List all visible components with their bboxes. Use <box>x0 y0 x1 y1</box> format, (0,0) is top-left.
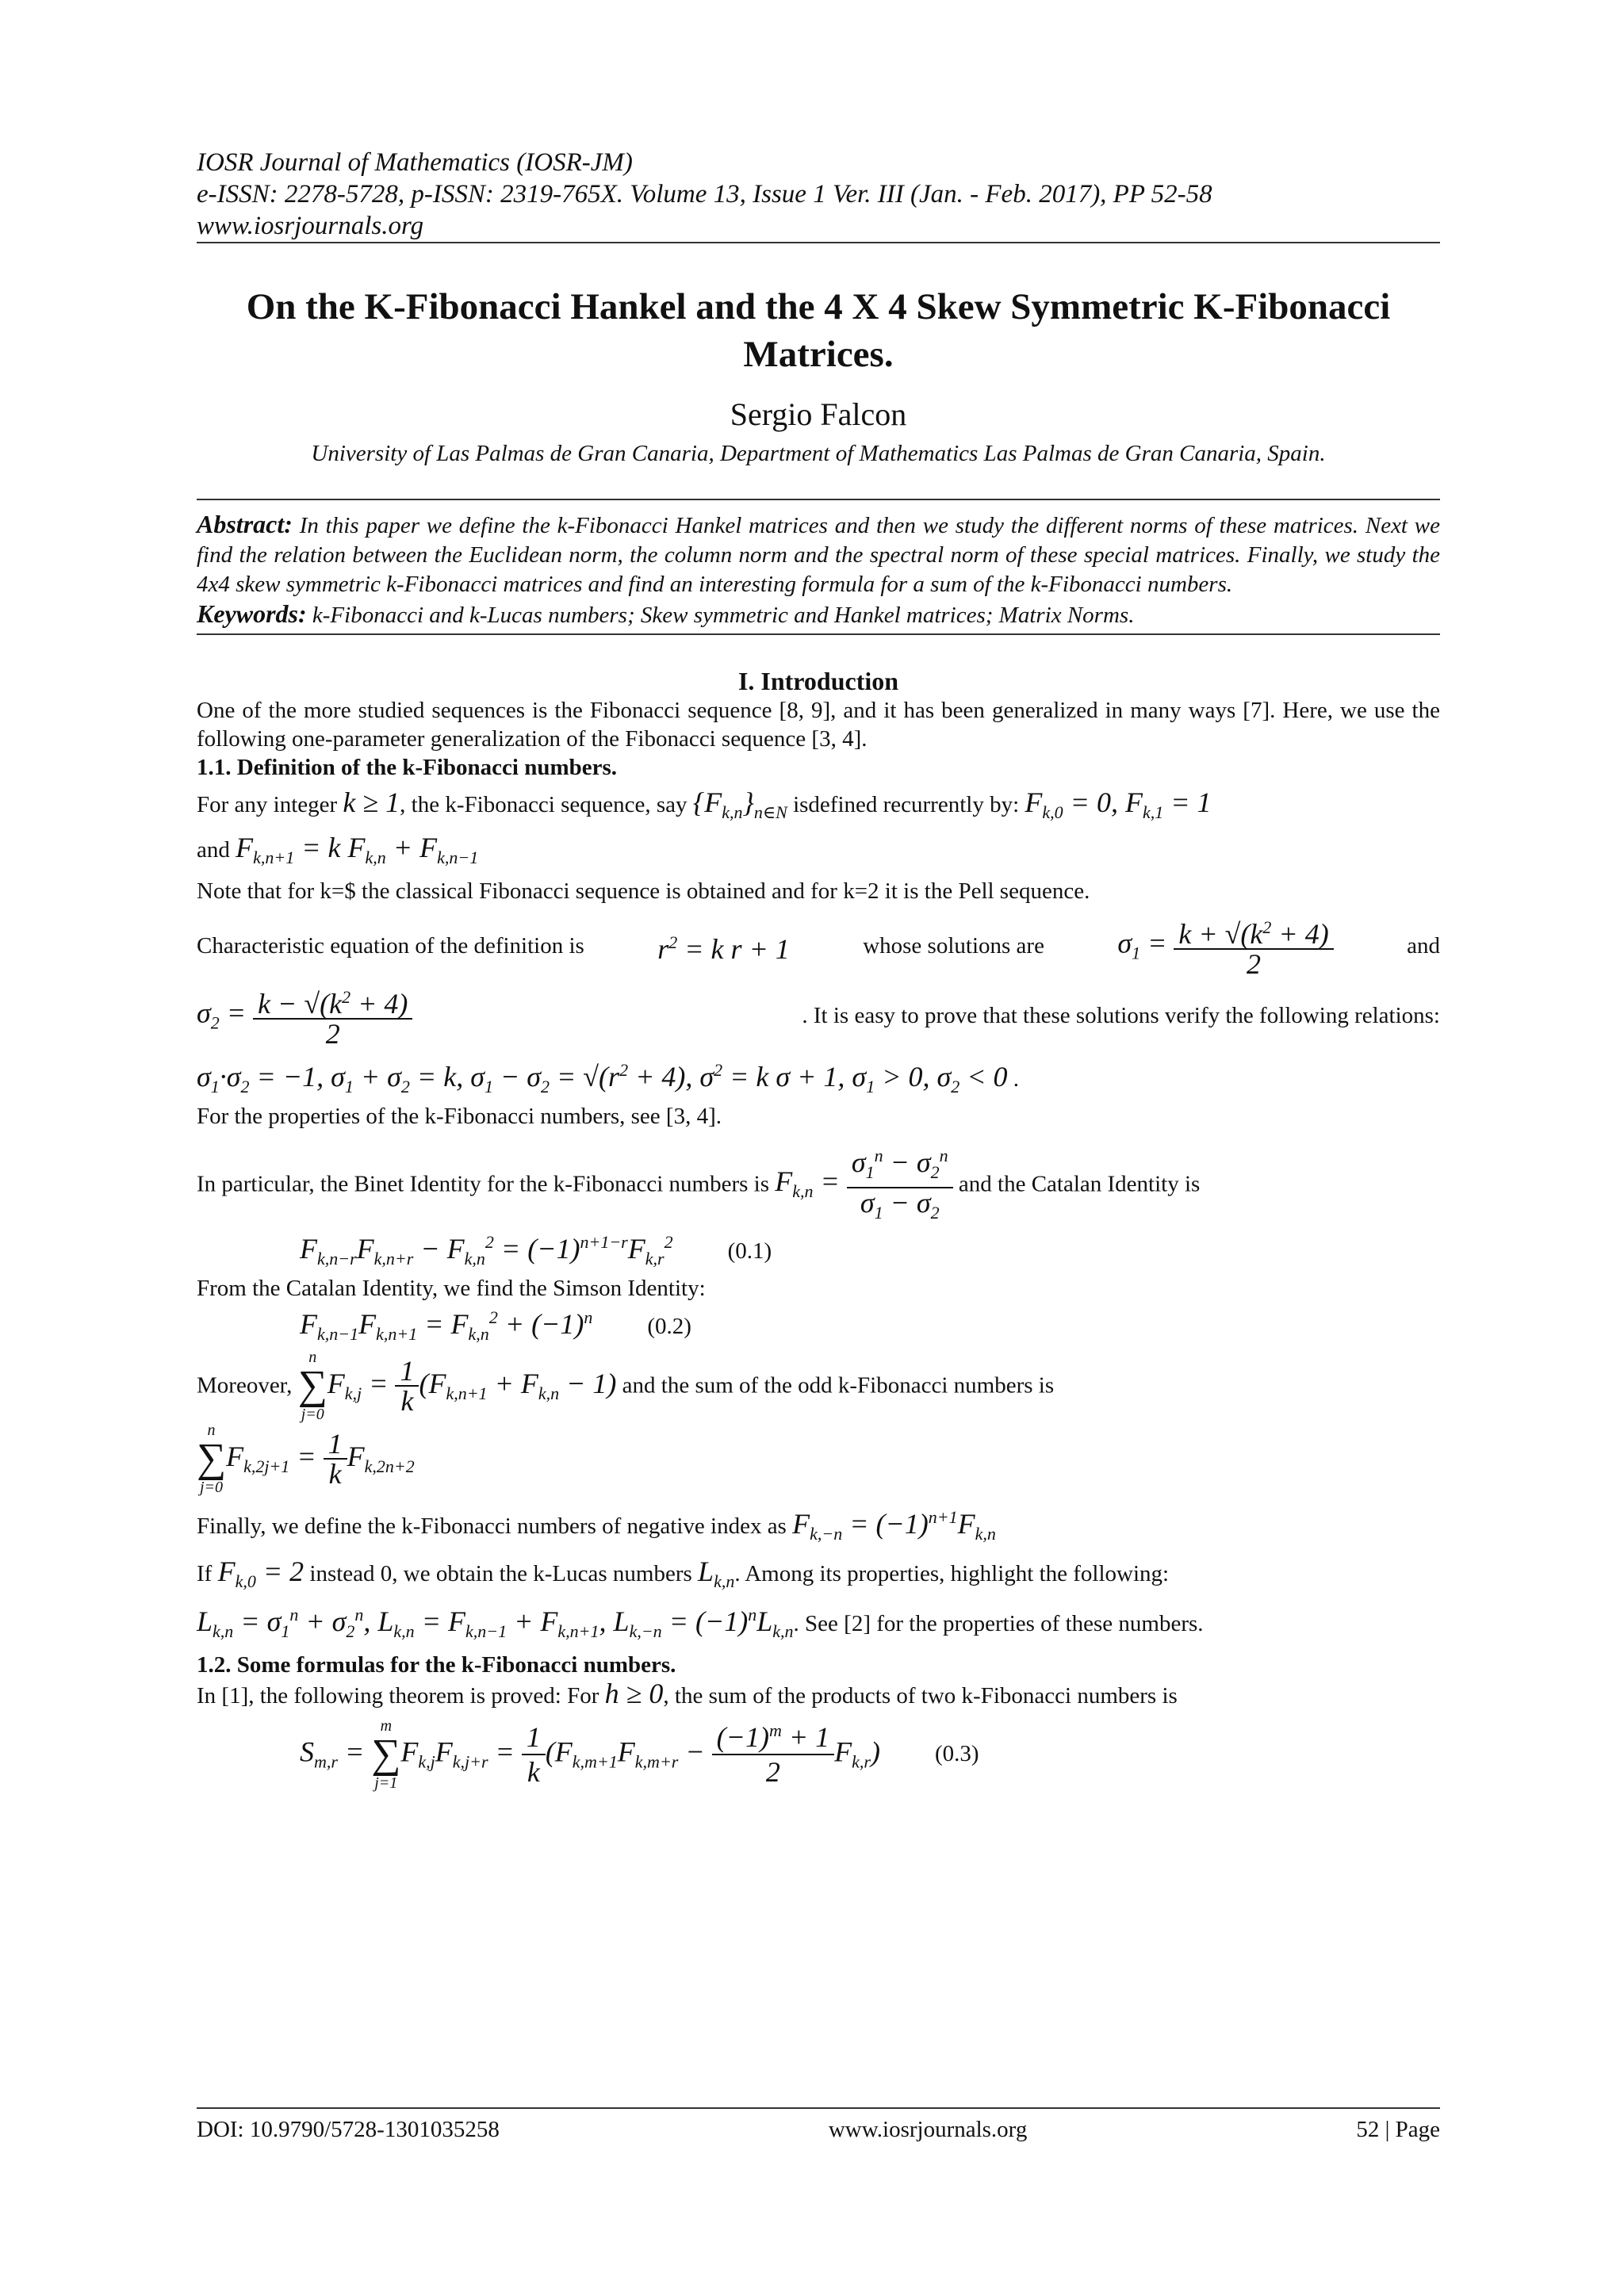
formula-sum-odd: n ∑ j=0 $F_{k,2j+1}$ = $\frac{1}{k}$ $F_{k,2n+2}$ <box>197 1422 415 1497</box>
simson-identity: $F_{k,n-1}F_{k,n+1} = F_{k,n}^2 + (-1)^n$ (0.2) <box>300 1307 691 1345</box>
subsection-1-1: 1.1. Definition of the k-Fibonacci numbers. <box>197 755 618 780</box>
lucas-properties-line: $L_{k,n} = \sigma_1^n + \sigma_2^n$, $L_{k,n} = F_{k,n-1} + F_{k,n+1}$, $L_{k,-n} = (-1)^nL_{k,n}$. See [2] for the properties of these numbers. <box>197 1604 1204 1641</box>
sum-products-formula: $S_{m,r}$ = m ∑ j=1 $F_{k,j}F_{k,j+r}$ = $\frac{1}{k}$ ($F_{k,m+1}F_{k,m+r}$ − $\frac{(-1)^m + 1}{2}$ $F_{k,r}$) (0.3) <box>300 1716 979 1792</box>
page-footer <box>197 2107 1440 2143</box>
formula-relations: $\sigma_1\cdot\sigma_2 = -1$, $\sigma_1 + \sigma_2 = k$, $\sigma_1 - \sigma_2 = √(r^2 + 4)$, $\sigma^2 = k$ σ + 1, $\sigma_1 > 0$, $\sigma_2 < 0$ <box>197 1060 1008 1097</box>
abstract-label: Abstract: <box>197 510 293 538</box>
odd-sum-line <box>197 1422 1440 1495</box>
paper-title: On the K-Fibonacci Hankel and the 4 X 4 Skew Symmetric K-Fibonacci Matrices. <box>246 286 1391 375</box>
abstract <box>197 500 1440 599</box>
equation-number-0-1: (0.1) <box>727 1238 772 1264</box>
footer-page-number: 52 | Page <box>1356 2117 1440 2142</box>
footer-doi: DOI: 10.9790/5728-1301035258 <box>197 2117 500 2142</box>
recurrence-line: and $F_{k,n+1} = k$ $F_{k,n} + F_{k,n-1}$ <box>197 832 479 868</box>
properties-line: For the properties of the k-Fibonacci numbers, see [3, 4]. <box>197 1103 722 1129</box>
definition-line: For any integer k ≥ 1, the k-Fibonacci sequence, say $\{F_{k,n}\}_{n\in N}$ isdefined recurrently by: $F_{k,0} = 0$, $F_{k,1} = 1$ <box>197 786 1212 823</box>
theorem-line: In [1], the following theorem is proved: For h ≥ 0, the sum of the products of two k-Fibonacci numbers is <box>197 1677 1178 1709</box>
sigma2-line: $\sigma_2$ = $\frac{k - √(k^2 + 4)}{2}$ . It is easy to prove that these solutions verify the following relations: <box>197 983 1440 1048</box>
formula-binet: $F_{k,n}$ = $\frac{\sigma_1^n - \sigma_2^n}{\sigma_1 - \sigma_2}$ <box>775 1165 952 1197</box>
negative-index-line: Finally, we define the k-Fibonacci numbers of negative index as $F_{k,-n} = (-1)^{n+1}F_{k,n}$ <box>197 1507 996 1544</box>
formula-lucas-symbol: $L_{k,n}$ <box>698 1555 735 1591</box>
keywords <box>197 599 1440 633</box>
formula-sum-fibonacci: n ∑ j=0 $F_{k,j}$ = $\frac{1}{k}$ $(F_{k,n+1} + F_{k,n} - 1)$ <box>297 1349 617 1424</box>
relations-line: $\sigma_1\cdot\sigma_2 = -1$, $\sigma_1 + \sigma_2 = k$, $\sigma_1 - \sigma_2 = √(r^2 + 4)$, $\sigma^2 = k$ σ + 1, $\sigma_1 > 0$, $\sigma_2 < 0$ . <box>197 1060 1020 1097</box>
lucas-line: If $F_{k,0} = 2$ instead 0, we obtain the k-Lucas numbers $L_{k,n}$. Among its properties, highlight the following: <box>197 1555 1170 1591</box>
keywords-label: Keywords: <box>197 599 307 628</box>
journal-site: www.iosrjournals.org <box>197 212 424 240</box>
author-name: Sergio Falcon <box>730 396 907 432</box>
formula-lucas-initial: $F_{k,0} = 2$ <box>217 1555 304 1591</box>
journal-issn: e-ISSN: 2278-5728, p-ISSN: 2319-765X. Volume 13, Issue 1 Ver. III (Jan. - Feb. 2017), PP 52-58 <box>197 180 1212 209</box>
paper-page <box>197 147 1440 1796</box>
equation-number-0-2: (0.2) <box>647 1314 691 1340</box>
keywords-text: k-Fibonacci and k-Lucas numbers; Skew symmetric and Hankel matrices; Matrix Norms. <box>312 603 1135 628</box>
simson-intro: From the Catalan Identity, we find the Simson Identity: <box>197 1276 706 1302</box>
footer-site: www.iosrjournals.org <box>828 2117 1028 2142</box>
formula-characteristic: $r^2 = k$ r + 1 <box>657 932 790 966</box>
section-heading-introduction: I. Introduction <box>737 667 899 695</box>
formula-k-ge-1: k ≥ 1 <box>343 786 400 818</box>
author-affiliation: University of Las Palmas de Gran Canaria, Department of Mathematics Las Palmas de Gran Canaria, Spain. <box>311 441 1326 466</box>
header-rule <box>197 242 1440 243</box>
catalan-identity: $F_{k,n-r}F_{k,n+r} - F_{k,n}^2 = (-1)^{n+1-r}F_{k,r}^2$ (0.1) <box>300 1231 772 1269</box>
formula-sequence: $\{F_{k,n}\}_{n\in N}$ <box>692 786 787 823</box>
note-paragraph: Note that for k=$ the classical Fibonacci sequence is obtained and for k=2 it is the Pell sequence. <box>197 878 1090 905</box>
running-header <box>197 147 1440 242</box>
formula-initial-values: $F_{k,0} = 0$, $F_{k,1} = 1$ <box>1025 786 1212 823</box>
journal-name: IOSR Journal of Mathematics (IOSR-JM) <box>197 148 633 177</box>
formula-sigma1: $\sigma_1$ = $\frac{k + √(k^2 + 4)}{2}$ <box>1117 913 1333 978</box>
equation-number-0-3: (0.3) <box>934 1741 979 1767</box>
formula-recurrence: $F_{k,n+1} = k$ $F_{k,n} + F_{k,n-1}$ <box>236 832 479 868</box>
formula-negative-index: $F_{k,-n} = (-1)^{n+1}F_{k,n}$ <box>792 1507 996 1544</box>
binet-line: In particular, the Binet Identity for the k-Fibonacci numbers is $F_{k,n}$ = $\frac{\sigma_1^n - \sigma_2^n}{\sigma_1 - \sigma_2}$ and the Catalan Identity is <box>197 1142 1440 1227</box>
sum-line: Moreover, n ∑ j=0 $F_{k,j}$ = $\frac{1}{k}$ $(F_{k,n+1} + F_{k,n} - 1)$ and the sum of the odd k-Fibonacci numbers is <box>197 1349 1055 1424</box>
characteristic-line: Characteristic equation of the definition is $r^2 = k$ r + 1 whose solutions are $\sigma_1$ = $\frac{k + √(k^2 + 4)}{2}$ and <box>197 913 1440 978</box>
formula-lucas-properties: $L_{k,n} = \sigma_1^n + \sigma_2^n$, $L_{k,n} = F_{k,n-1} + F_{k,n+1}$, $L_{k,-n} = (-1)^nL_{k,n}$ <box>197 1604 794 1641</box>
subsection-1-2: 1.2. Some formulas for the k-Fibonacci numbers. <box>197 1651 676 1678</box>
intro-paragraph: One of the more studied sequences is the Fibonacci sequence [8, 9], and it has been generalized in many ways [7]. Here, we use the following one-parameter generalization of the Fibonacci sequence [3, 4]. <box>197 698 1440 752</box>
formula-sigma2: $\sigma_2$ = $\frac{k - √(k^2 + 4)}{2}$ <box>197 983 412 1048</box>
formula-h-ge-0: h ≥ 0 <box>604 1677 664 1709</box>
abstract-text: In this paper we define the k-Fibonacci Hankel matrices and then we study the different norms of these matrices. Next we find the relation between the Euclidean norm, the column norm and the spectral norm of these special matrices. Finally, we study the 4x4 skew symmetric k-Fibonacci matrices and find an interesting formula for a sum of the k-Fibonacci numbers. <box>197 513 1440 597</box>
footer-rule <box>197 2107 1440 2109</box>
abstract-bottom-rule <box>197 633 1440 635</box>
